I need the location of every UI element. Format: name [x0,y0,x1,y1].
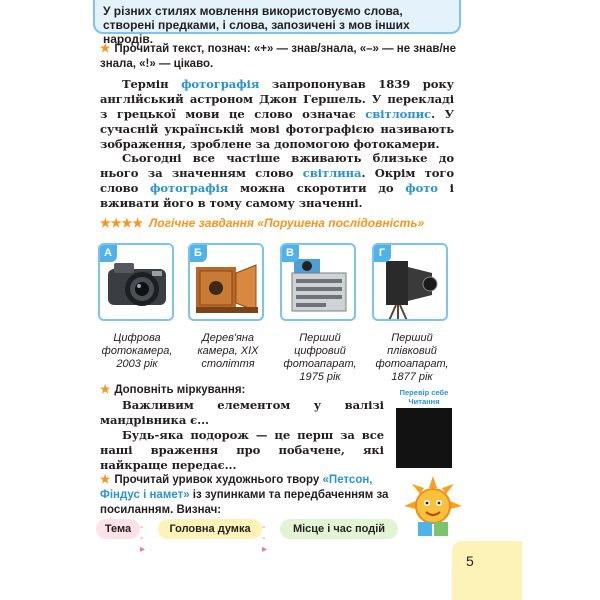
card-letter: В [281,244,299,262]
star-icon: ★ [100,43,111,55]
thought-line-1: Важливим елементом у валізі мандрівника є... [100,398,384,427]
card-g [372,243,448,321]
flow-item-place-time: Місце і час подій [280,519,398,539]
term-svitlopys: світлопис [365,106,432,121]
caption-b: Дерев'яна камера, XIX століття [197,332,259,370]
caption-g: Перший плівковий фотоапарат, 1877 рік [375,332,449,383]
task-complete-thoughts: ★ Доповніть міркування: [100,384,246,396]
flow-item-main-idea: Головна думка [158,519,262,539]
book-title: «Петсон, Фіндус і намет» [100,474,373,501]
star-icon: ★ [100,384,111,396]
qr-code[interactable] [396,408,452,468]
term-foto: фото [405,180,438,195]
rule-box [93,0,461,46]
check-yourself-label: Перевір себе Читання [399,388,449,406]
card-v [280,243,356,321]
card-letter: Б [189,244,207,262]
page-number-tab [452,541,522,600]
rule-text: У різних стилях мовлення використовуємо слова, створені предками, і слова, запозичені з мов інших народів. [103,4,410,46]
task-read-text [100,42,456,72]
card-letter: А [99,244,117,262]
term-fotografiya-2: фотографія [150,180,229,195]
paragraph-svitlyna: Сьогодні все частіше вживають близьке до нього за значенням слово світлина. Окрім того слово фотографія можна скоротити до фото і вживати його в тому самому значенні. [100,151,454,210]
term-svitlyna: світлина [302,165,362,180]
flow-item-theme: Тема [96,519,140,539]
star-icon: ★ [100,474,111,486]
task-read-excerpt: ★ Прочитай уривок художнього твору «Петсон, Фіндус і намет» із зупинками та передбаченням за посиланням. Визнач: [100,474,389,516]
difficulty-stars-icon: ★★★★ [100,216,144,230]
term-fotografiya: фотографія [181,77,260,91]
arrow-right-icon: - - ▸ [262,522,267,555]
check-yourself-block [393,388,455,468]
caption-a: Цифрова фотокамера, 2003 рік [101,332,173,370]
card-letter: Г [373,244,391,262]
task-read-text-label: Прочитай текст, познач: «+» — знав/знала, «–» — не знав/не знала, «!» — цікаво. [100,43,457,70]
sun-character-icon [404,476,462,538]
thought-line-2: Будь-яка подорож — це перш за все наші враження про побачене, які найкраще передає... [100,428,384,472]
card-b [188,243,264,321]
page-number: 5 [466,553,474,569]
arrow-right-icon: - - ▸ [140,522,145,555]
caption-v: Перший цифровий фотоапарат, 1975 рік [283,332,357,383]
paragraph-photography: Термін фотографія запропонував 1839 року англійський астроном Джон Гершель. У перекладі з грецької мови це слово означає світлопис. У сучасній українській мові фотографією називають зображення, зроблене за допомогою фотокамери. [100,77,454,151]
logic-task-title: ★★★★ Логічне завдання «Порушена послідовність» [100,216,425,230]
card-a [98,243,174,321]
